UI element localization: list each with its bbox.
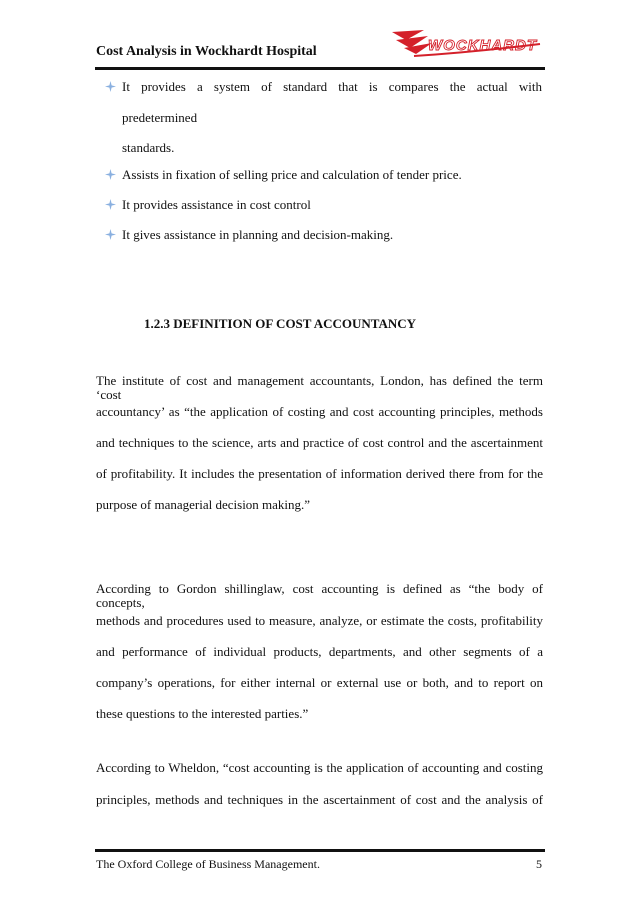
footer-rule [95,849,545,852]
bullet-item [122,228,542,242]
bullet-text-line: Assists in fixation of selling price and calculation of tender price. [122,167,462,182]
header-title: Cost Analysis in Wockhardt Hospital [96,44,317,59]
paragraph-line: methods and procedures used to measure, analyze, or estimate the costs, profitability [96,613,543,628]
bullet-text-line: It provides assistance in cost control [122,197,311,212]
paragraph-line: these questions to the interested parties.” [96,706,309,721]
section-heading: 1.2.3 DEFINITION OF COST ACCOUNTANCY [144,316,417,331]
paragraph-line: According to Gordon shillinglaw, cost accounting is defined as “the body of concepts, [96,581,543,610]
page-number: 5 [536,857,542,871]
bullet-text-line: It provides a system of standard that is compares the actual with [122,79,542,94]
footer-text: The Oxford College of Business Management. [96,857,320,871]
paragraph-line: purpose of managerial decision making.” [96,497,311,512]
logo-text: WOCKHARDT [428,37,537,54]
paragraph-line: and performance of individual products, departments, and other segments of a [96,644,543,659]
bullet-item [122,80,542,94]
bullet-text-line: It gives assistance in planning and decision-making. [122,227,394,242]
paragraph-line: and techniques to the science, arts and practice of cost control and the ascertainment [96,435,543,450]
plus-star-icon [105,169,116,180]
wockhardt-logo [384,26,544,66]
header-rule [95,67,545,70]
plus-star-icon [105,229,116,240]
plus-star-icon [105,81,116,92]
paragraph-line: accountancy’ as “the application of costing and cost accounting principles, methods [96,404,543,419]
paragraph-line: company’s operations, for either internal or external use or both, and to report on [96,675,543,690]
bullet-continuation: standards. [122,140,175,155]
paragraph-line: of profitability. It includes the presentation of information derived there from for the [96,466,543,481]
paragraph-line: The institute of cost and management accountants, London, has defined the term ‘cost [96,373,543,402]
bullet-item [122,198,542,212]
paragraph-line: According to Wheldon, “cost accounting is the application of accounting and costing [96,760,543,775]
plus-star-icon [105,199,116,210]
paragraph-line: principles, methods and techniques in the ascertainment of cost and the analysis of [96,792,543,807]
bullet-item [122,168,542,182]
bullet-continuation: predetermined [122,110,198,125]
